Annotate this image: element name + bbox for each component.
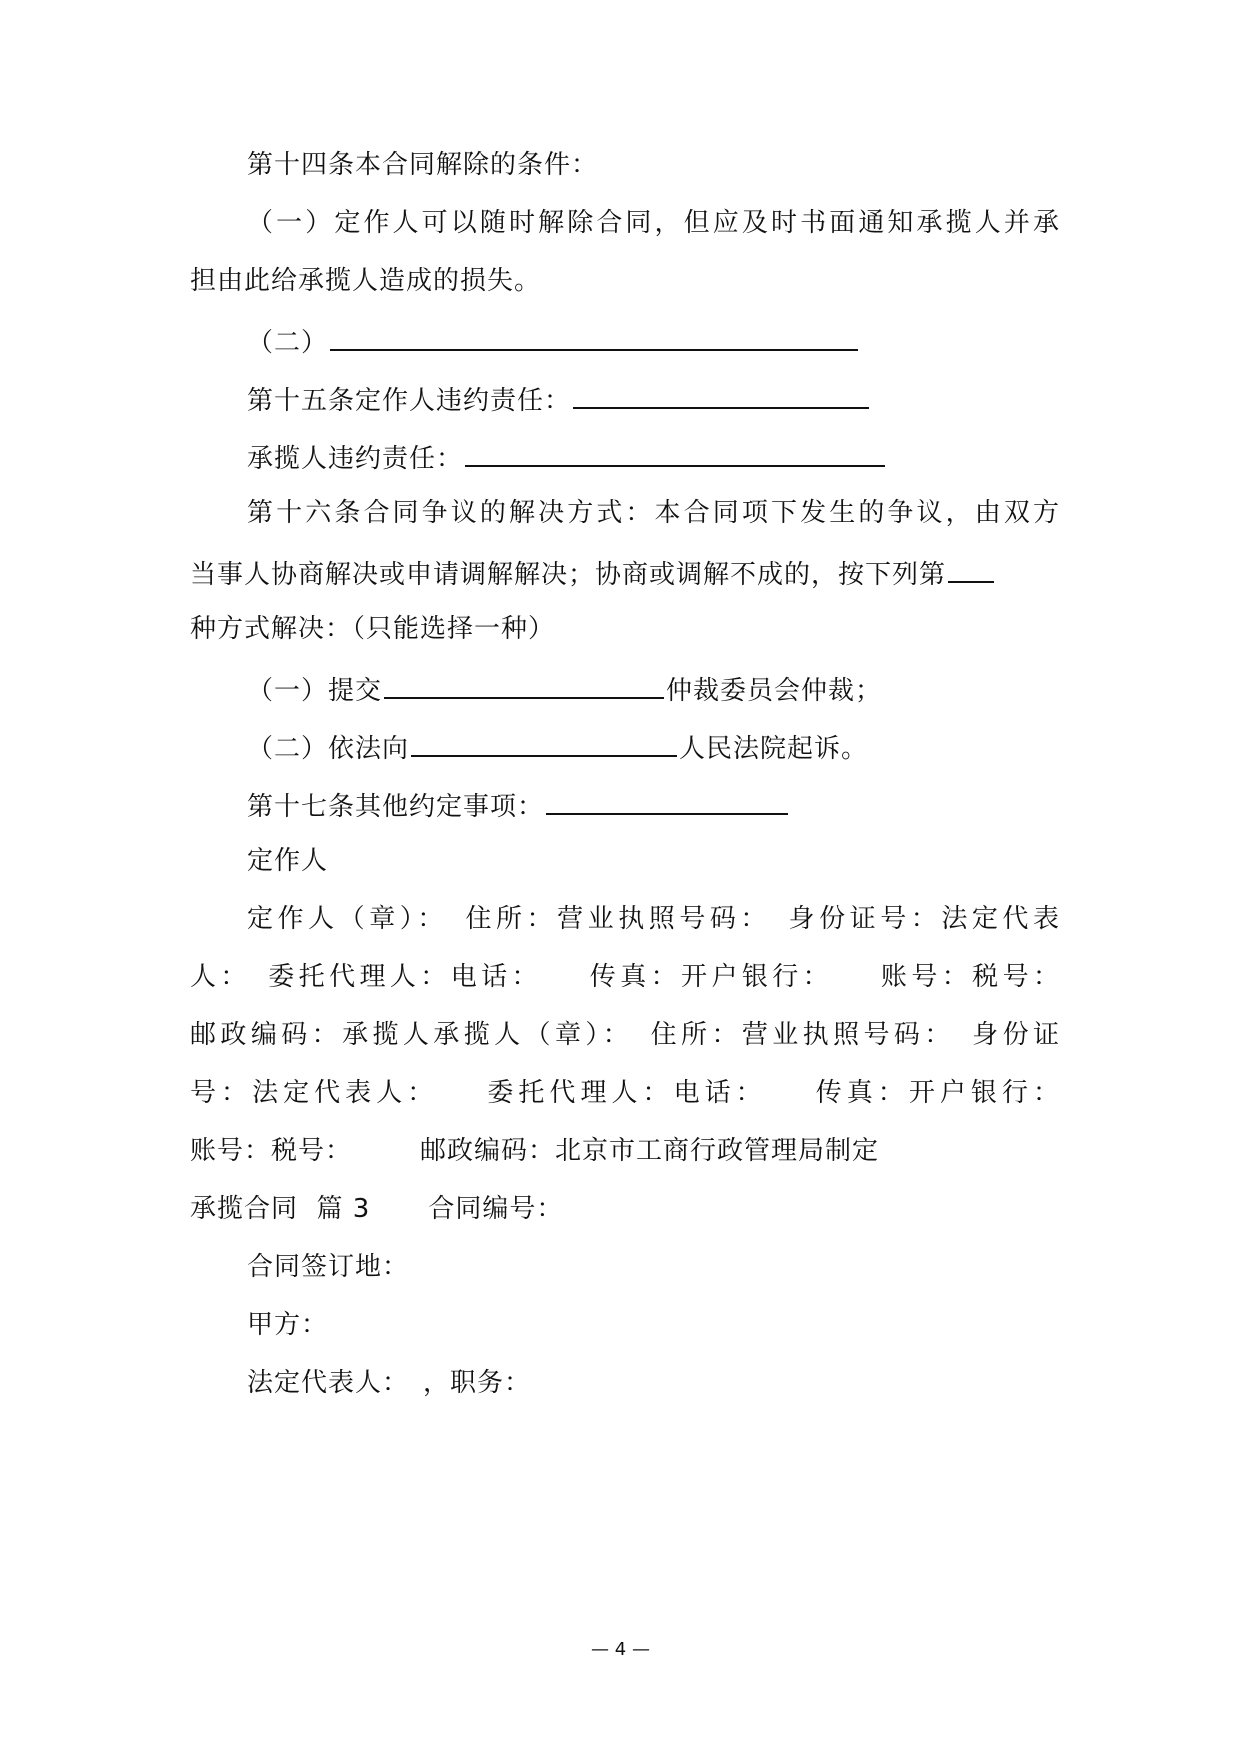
fill-blank xyxy=(411,729,677,757)
option-2-suffix: 人民法院起诉。 xyxy=(679,734,869,764)
contract-number-label: 合同编号： xyxy=(428,1194,564,1224)
article-14-item-1-line-1: （一）定作人可以随时解除合同，但应及时书面通知承揽人并承 xyxy=(247,208,1060,238)
option-2-prefix: （二）依法向 xyxy=(247,734,410,764)
signature-block-line-4: 号：法定代表人： 委托代理人：电话： 传真：开户银行： xyxy=(190,1078,1060,1108)
signature-block-line-1: 定作人（章）： 住所：营业执照号码： 身份证号：法定代表 xyxy=(247,904,1060,934)
contractor-liability xyxy=(247,439,1060,475)
signing-place: 合同签订地： xyxy=(247,1252,410,1282)
fill-blank xyxy=(546,787,788,815)
article-17-heading xyxy=(247,787,1060,823)
signature-block-line-5: 账号：税号： 邮政编码：北京市工商行政管理局制定 xyxy=(190,1136,880,1166)
fill-blank xyxy=(573,381,869,409)
article-16-option-1 xyxy=(247,671,1060,707)
article-14-item-2-label: （二） xyxy=(247,328,329,358)
article-14-item-2 xyxy=(247,323,1060,359)
contractor-liability-label: 承揽人违约责任： xyxy=(247,444,464,474)
article-16-line-2 xyxy=(190,555,1060,591)
article-14-item-1-line-2: 担由此给承揽人造成的损失。 xyxy=(190,266,542,296)
legal-representative: 法定代表人： ，职务： xyxy=(247,1368,532,1398)
signature-block-line-2: 人： 委托代理人：电话： 传真：开户银行： 账号：税号： xyxy=(190,962,1060,992)
article-16-line-3: 种方式解决：（只能选择一种） xyxy=(190,614,556,644)
article-16-option-2 xyxy=(247,729,1060,765)
fill-blank xyxy=(384,671,664,699)
fill-blank xyxy=(330,323,858,351)
fill-blank xyxy=(465,439,885,467)
article-14-heading: 第十四条本合同解除的条件： xyxy=(247,150,599,180)
option-1-suffix: 仲裁委员会仲裁； xyxy=(666,676,883,706)
fill-blank xyxy=(948,555,994,583)
article-16-line-1: 第十六条合同争议的解决方式：本合同项下发生的争议，由双方 xyxy=(247,498,1060,528)
article-17-label: 第十七条其他约定事项： xyxy=(247,792,545,822)
orderer-heading: 定作人 xyxy=(247,846,329,876)
contract-3-title: 承揽合同 篇 3 xyxy=(190,1194,371,1224)
article-15-heading xyxy=(247,381,1060,417)
page-number: — 4 — xyxy=(591,1639,650,1660)
contract-3-heading xyxy=(190,1193,1060,1225)
article-16-line-2-text: 当事人协商解决或申请调解解决；协商或调解不成的，按下列第 xyxy=(190,560,947,590)
article-15-label: 第十五条定作人违约责任： xyxy=(247,386,572,416)
option-1-prefix: （一）提交 xyxy=(247,676,383,706)
signature-block-line-3: 邮政编码：承揽人承揽人（章）： 住所：营业执照号码： 身份证 xyxy=(190,1020,1060,1050)
party-a: 甲方： xyxy=(247,1310,329,1340)
